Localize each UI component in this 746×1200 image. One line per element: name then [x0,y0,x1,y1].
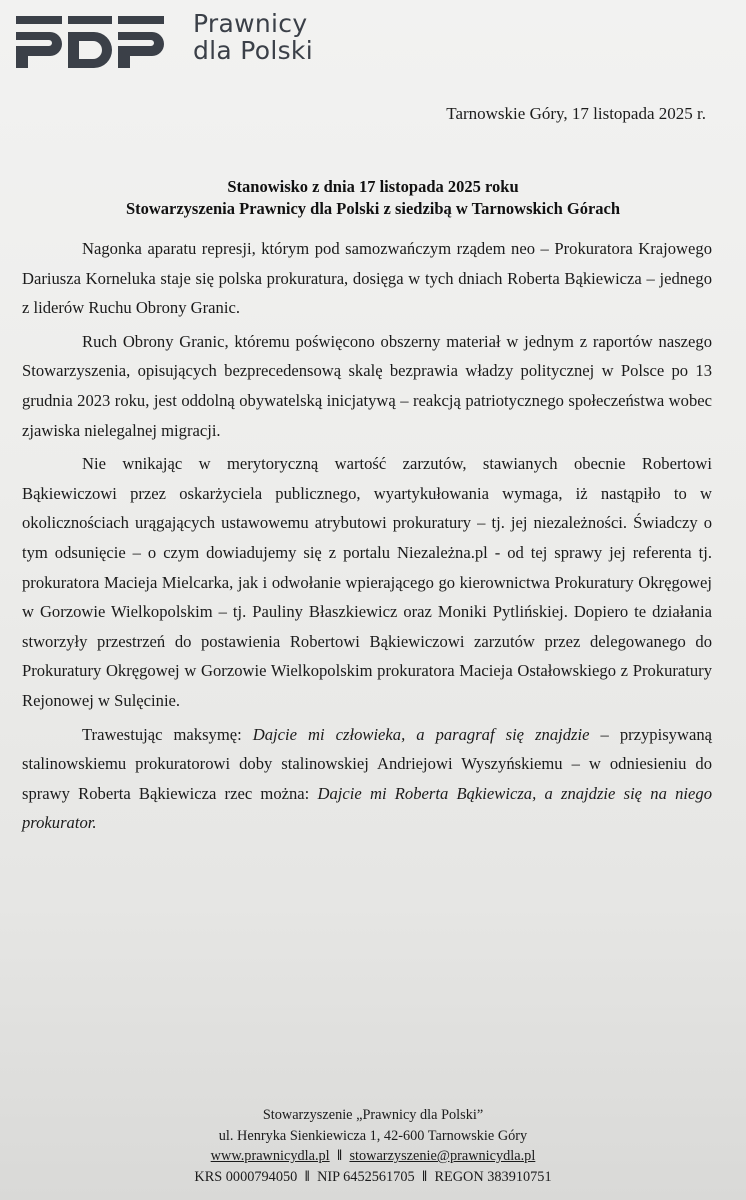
footer-address: ul. Henryka Sienkiewicza 1, 42-600 Tarnowskie Góry [218,1127,528,1144]
nip-number: NIP 6452561705 [317,1168,415,1185]
paragraph-2: Ruch Obrony Granic, któremu poświęcono obszerny materiał w jednym z raportów naszego Stowarzyszenia, opisujących bezprecedensową skalę bezprawia władzy politycznej w Polsce po 13 grudnia 2023 roku, jest oddolną obywatelską inicjatywą – reakcją patriotycznego społeczeństwa wobec zjawiska nielegalnej migracji. [22,331,712,440]
footer-contacts [0,1146,746,1167]
regon-number: REGON 383910751 [434,1168,552,1185]
separator: ‖ [422,1168,427,1185]
logo-line1: Prawnicy [193,9,308,38]
letterhead-footer [0,1105,746,1187]
email-link[interactable]: stowarzyszenie@prawnicydla.pl [349,1148,536,1164]
letter-body [22,234,712,838]
quote-maxim: Dajcie mi człowieka, a paragraf się znajdzie [252,724,590,744]
title-line2: Stowarzyszenia Prawnicy dla Polski z siedzibą w Tarnowskich Górach [125,199,621,218]
paragraph-3: Nie wnikając w merytoryczną wartość zarzutów, stawianych obecnie Robertowi Bąkiewiczowi przez oskarżyciela publicznego, wyartykułowania wymaga, iż nastąpiło to w okolicznościach urągających ustawowemu atrybutowi prokuratury – tj. jej niezależności. Świadczy o tym odsunięcie – o czym dowiadujemy się z portalu Niezależna.pl - od tej sprawy jej referenta tj. prokuratora Macieja Mielcarka, jak i odwołanie wpierającego go kierownictwa Prokuratury Okręgowej w Gorzowie Wielkopolskim – tj. Pauliny Błaszkiewicz oraz Moniki Pytlińskiej. Dopiero te działania stworzyły przestrzeń do postawienia Robertowi Bąkiewiczowi zarzutów przez delegowanego do Prokuratury Okręgowej w Gorzowie Wielkopolskim prokuratora Macieja Ostałowskiego z Prokuratury Rejonowej w Sulęcinie. [22,454,712,710]
document-title [0,176,746,220]
krs-number: KRS 0000794050 [194,1168,298,1185]
paragraph-1: Nagonka aparatu represji, którym pod samozwańczym rządem neo – Prokuratora Krajowego Dariusza Korneluka staje się polska prokuratura, dosięga w tych dniach Roberta Bąkiewicza – jednego z liderów Ruchu Obrony Granic. [22,239,712,318]
separator: ‖ [304,1168,310,1185]
quote-conclusion: Dajcie mi Roberta Bąkiewicza, a znajdzie się na niego prokurator. [22,783,712,833]
separator: ‖ [337,1148,342,1164]
title-line1: Stanowisko z dnia 17 listopada 2025 roku [227,177,519,196]
paragraph-4-intro: Trawestując maksymę: [82,724,253,744]
footer-registry [0,1167,746,1188]
footer-org: Stowarzyszenie „Prawnicy dla Polski” [262,1107,484,1123]
logo-wordmark [193,10,313,64]
website-link[interactable]: www.prawnicydla.pl [210,1148,330,1164]
paragraph-4-middle: – przypisywaną stalinowskiemu prokuratorowi doby stalinowskiej Andriejowi Wyszyńskiemu – w odniesieniu do sprawy Roberta Bąkiewicza rzec można: [22,724,712,803]
paragraph-4 [22,720,712,838]
logo-line2: dla Polski [193,36,313,65]
dateline: Tarnowskie Góry, 17 listopada 2025 r. [446,104,706,123]
pdp-logo [16,16,166,68]
